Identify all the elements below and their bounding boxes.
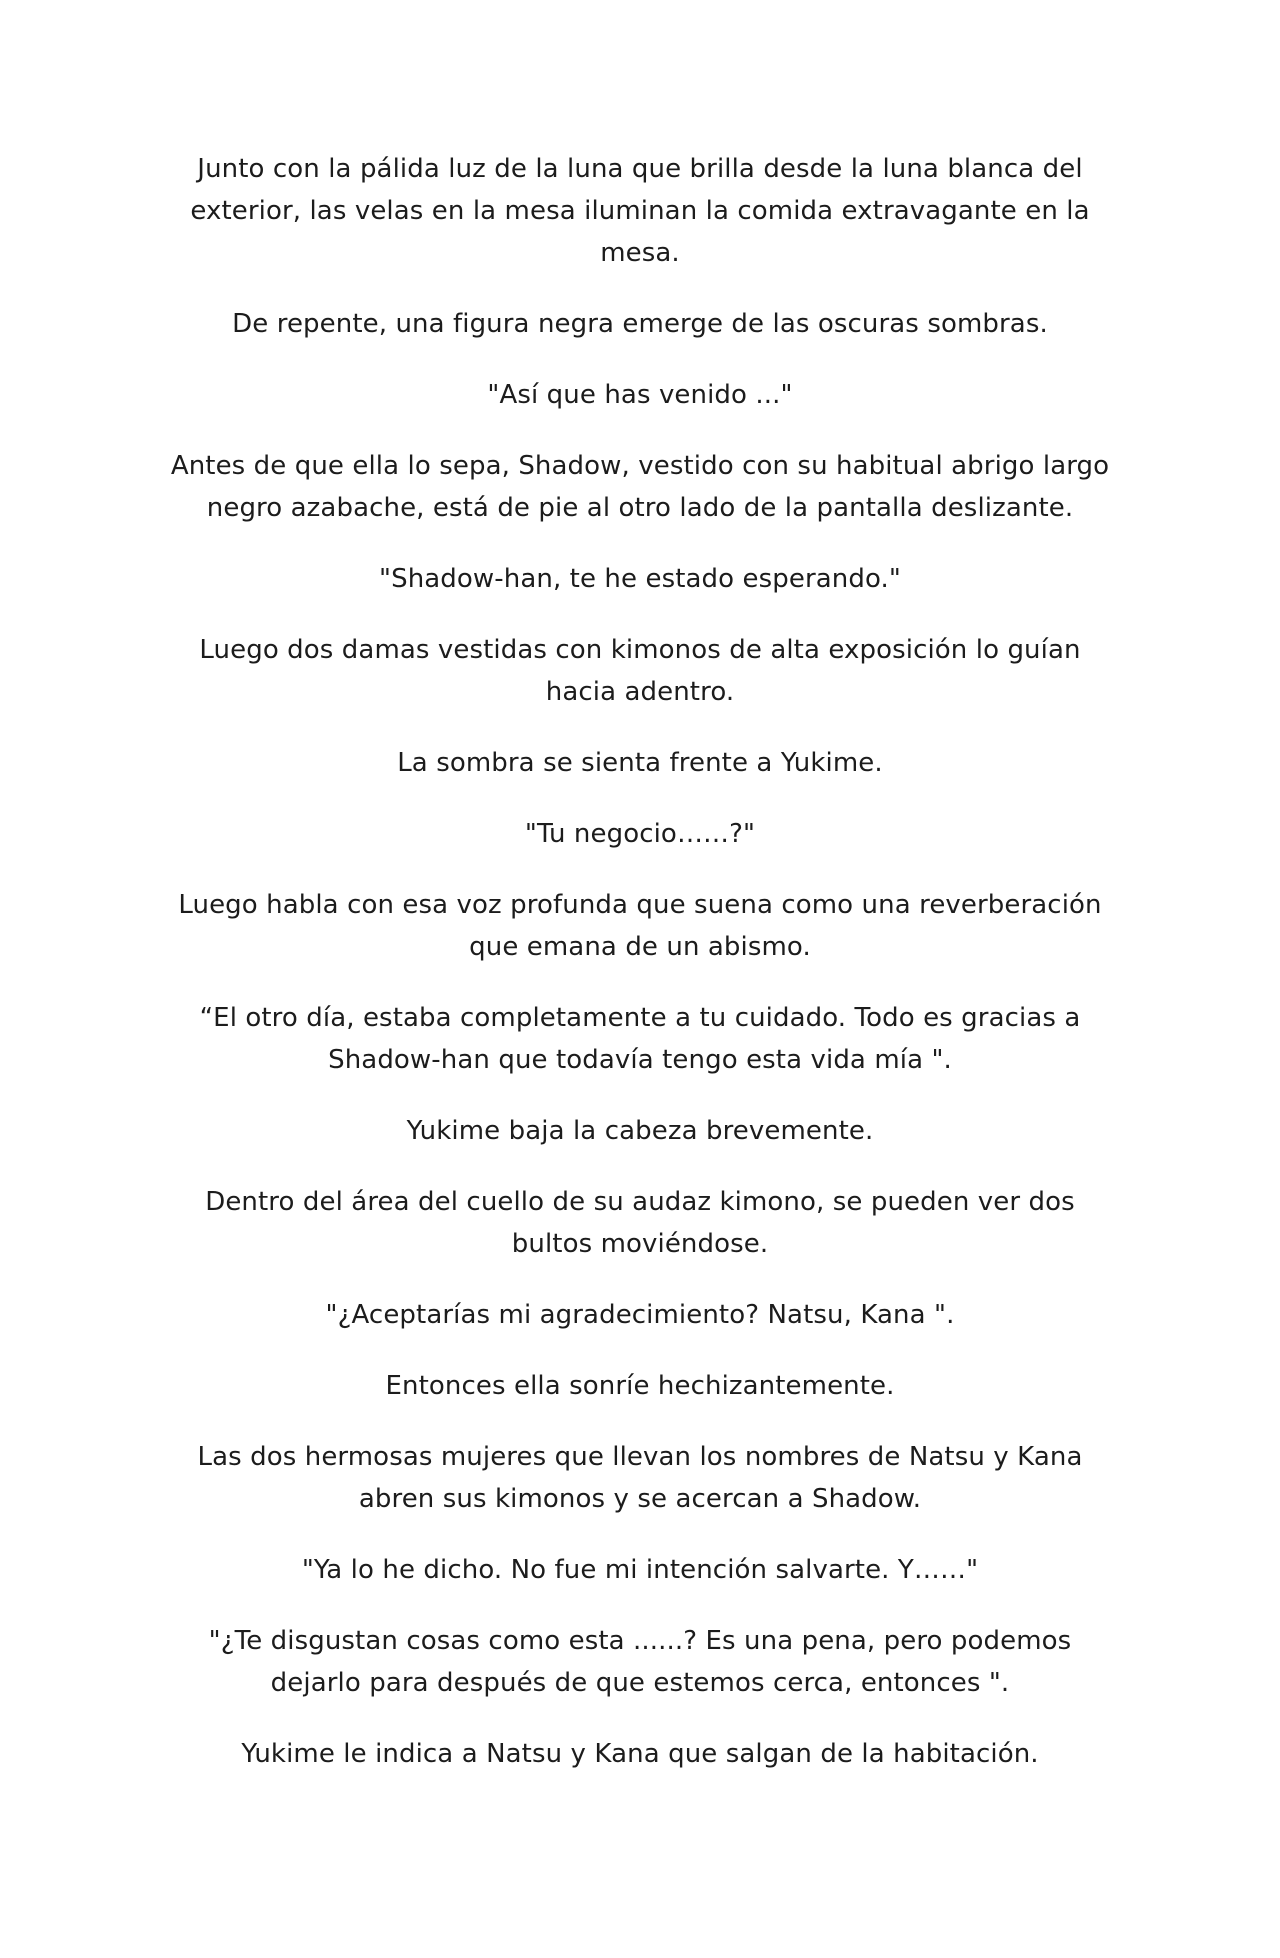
paragraph-17: "¿Te disgustan cosas como esta ......? Es una pena, pero podemos dejarlo para después de que estemos cerca, entonces ". (208, 1626, 1072, 1698)
paragraph-16: "Ya lo he dicho. No fue mi intención salvarte. Y……" (301, 1555, 979, 1585)
paragraph-8: "Tu negocio……?" (524, 819, 756, 849)
paragraph-12: Dentro del área del cuello de su audaz kimono, se pueden ver dos bultos moviéndose. (205, 1187, 1075, 1259)
paragraph-15: Las dos hermosas mujeres que llevan los nombres de Natsu y Kana abren sus kimonos y se acercan a Shadow. (197, 1442, 1083, 1514)
paragraph-10: “El otro día, estaba completamente a tu cuidado. Todo es gracias a Shadow-han que todavía tengo esta vida mía ". (199, 1003, 1081, 1075)
paragraph-6: Luego dos damas vestidas con kimonos de alta exposición lo guían hacia adentro. (199, 635, 1081, 707)
paragraph-9: Luego habla con esa voz profunda que suena como una reverberación que emana de un abismo. (178, 890, 1102, 962)
paragraph-18: Yukime le indica a Natsu y Kana que salgan de la habitación. (241, 1739, 1039, 1769)
paragraph-14: Entonces ella sonríe hechizantemente. (385, 1371, 895, 1401)
paragraph-3: "Así que has venido ..." (487, 380, 793, 410)
paragraph-5: "Shadow-han, te he estado esperando." (379, 564, 901, 594)
paragraph-13: "¿Aceptarías mi agradecimiento? Natsu, Kana ". (325, 1300, 955, 1330)
paragraph-4: Antes de que ella lo sepa, Shadow, vestido con su habitual abrigo largo negro azabache, está de pie al otro lado de la pantalla deslizante. (170, 451, 1110, 523)
paragraph-11: Yukime baja la cabeza brevemente. (406, 1116, 874, 1146)
paragraph-2: De repente, una figura negra emerge de las oscuras sombras. (232, 309, 1048, 339)
paragraph-7: La sombra se sienta frente a Yukime. (397, 748, 883, 778)
paragraph-1: Junto con la pálida luz de la luna que brilla desde la luna blanca del exterior, las velas en la mesa iluminan la comida extravagante en la mesa. (190, 154, 1090, 268)
document-page (170, 148, 1110, 1804)
